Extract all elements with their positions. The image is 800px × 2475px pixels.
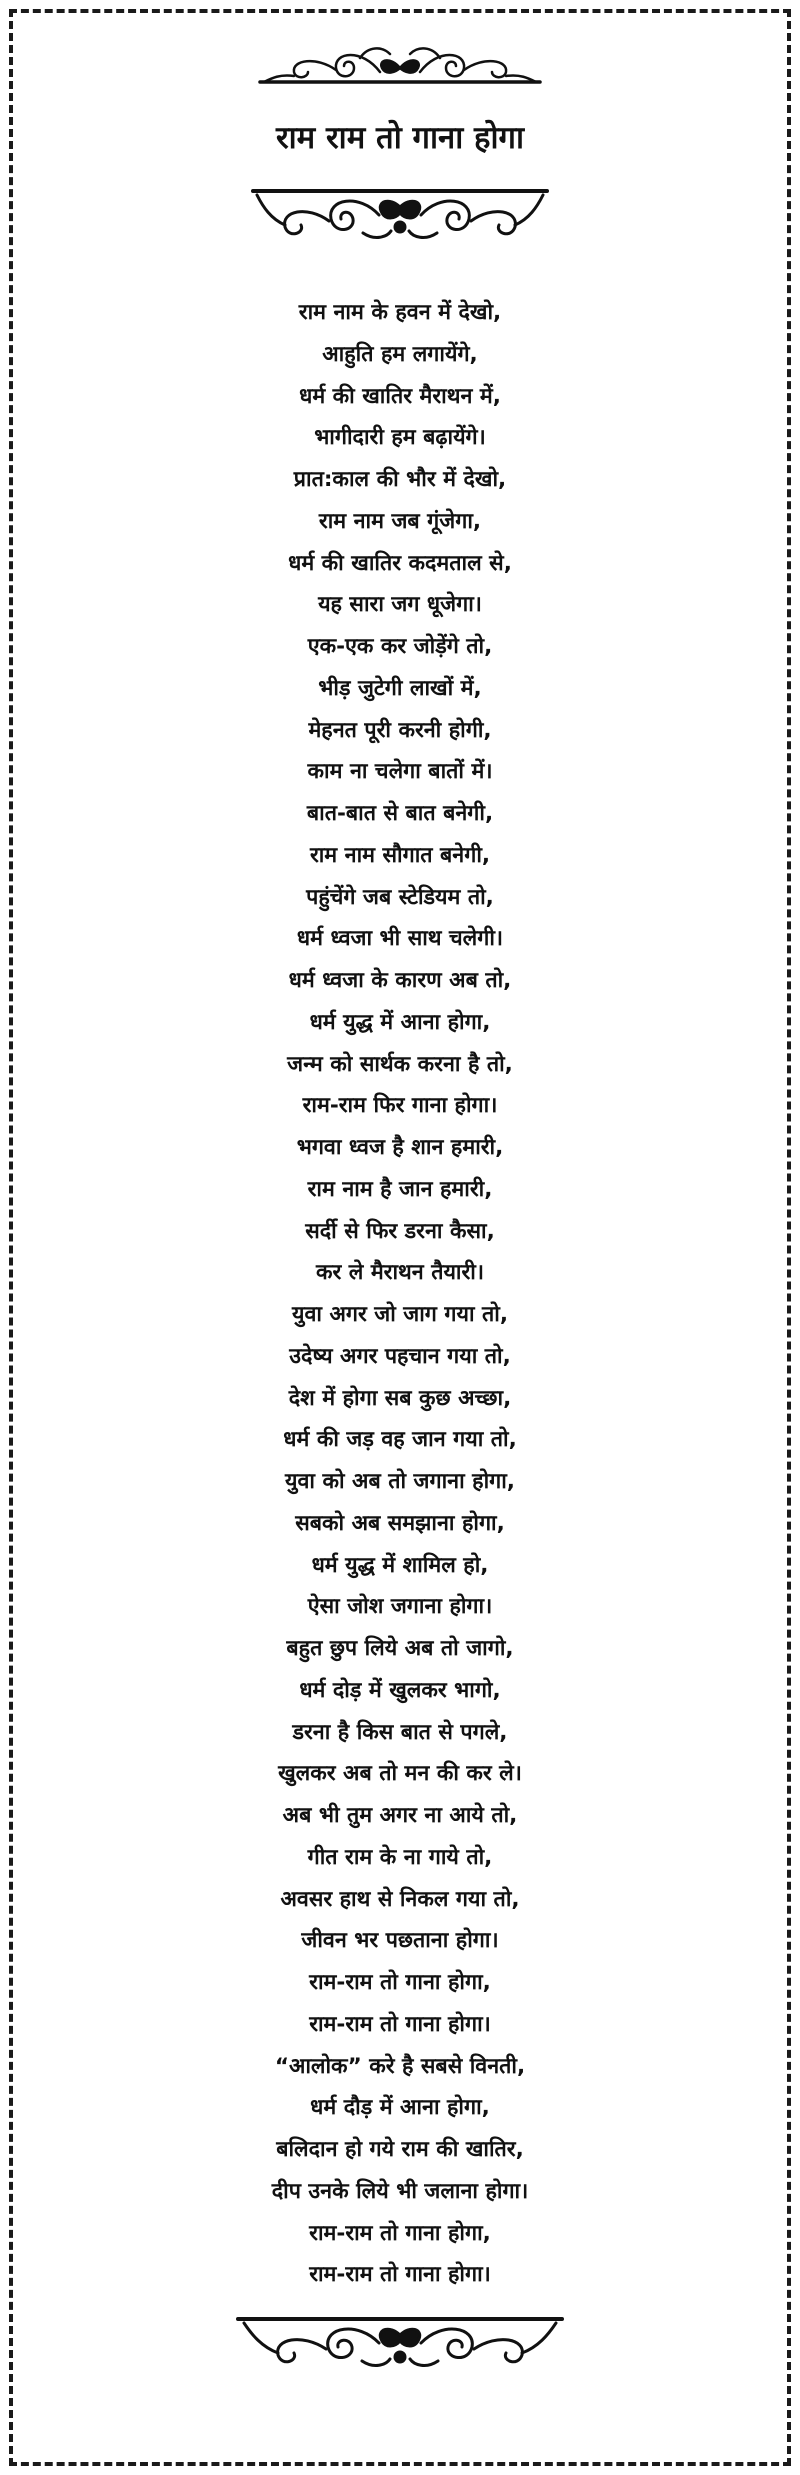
poem-line: धर्म दोड़ में खुलकर भागो,	[299, 1677, 501, 1703]
scroll-ornament-icon	[245, 185, 555, 245]
poem-line: जीवन भर पछताना होगा।	[301, 1928, 499, 1954]
poem-line: मेहनत पूरी करनी होगी,	[308, 717, 492, 743]
poem-line: राम-राम तो गाना होगा।	[309, 2262, 491, 2288]
poem-line: ऐसा जोश जगाना होगा।	[307, 1594, 493, 1620]
poem-line: सबको अब समझाना होगा,	[295, 1510, 505, 1536]
scroll-ornament-icon	[250, 38, 550, 88]
poem-line: राम-राम फिर गाना होगा।	[302, 1093, 498, 1119]
poem-line: धर्म दौड़ में आना होगा,	[310, 2095, 490, 2121]
poem-line: भीड़ जुटेगी लाखों में,	[318, 675, 482, 701]
page-title: राम राम तो गाना होगा	[275, 120, 525, 156]
poem-line: डरना है किस बात से पगले,	[292, 1719, 508, 1745]
poem-line: आहुति हम लगायेंगे,	[322, 341, 478, 367]
scroll-ornament-icon	[230, 2313, 570, 2373]
poem-line: राम नाम के हवन में देखो,	[298, 300, 502, 325]
poem-line: धर्म ध्वजा के कारण अब तो,	[288, 968, 512, 993]
poem-text	[0, 292, 800, 2296]
poem-line: अवसर हाथ से निकल गया तो,	[280, 1886, 520, 1912]
poem-line: धर्म की खातिर मैराथन में,	[299, 383, 501, 409]
poem-line: बहुत छुप लिये अब तो जागो,	[286, 1636, 514, 1661]
poem-line: राम नाम है जान हमारी,	[307, 1176, 493, 1202]
poem-line: भगवा ध्वज है शान हमारी,	[296, 1135, 504, 1160]
poem-line: उदेष्य अगर पहचान गया तो,	[289, 1343, 511, 1369]
poem-line: धर्म ध्वजा भी साथ चलेगी।	[296, 926, 504, 952]
poem-line: राम-राम तो गाना होगा।	[309, 2011, 491, 2037]
poem-line: कर ले मैराथन तैयारी।	[315, 1260, 485, 1286]
poem-line: देश में होगा सब कुछ अच्छा,	[288, 1385, 512, 1411]
poem-line: “आलोक” करे है सबसे विनती,	[274, 2053, 526, 2079]
poem-line: धर्म की जड़ वह जान गया तो,	[283, 1427, 517, 1453]
poem-line: बलिदान हो गये राम की खातिर,	[276, 2137, 524, 2162]
poem-line: बात-बात से बात बनेगी,	[306, 801, 494, 826]
poem-line: राम नाम सौगात बनेगी,	[309, 842, 491, 868]
poem-line: युवा अगर जो जाग गया तो,	[291, 1302, 509, 1327]
poem-line: धर्म युद्ध में आना होगा,	[309, 1009, 491, 1035]
poem-line: काम ना चलेगा बातों में।	[307, 759, 493, 785]
poem-line: दीप उनके लिये भी जलाना होगा।	[271, 2178, 529, 2204]
poem-line: प्रात:काल की भौर में देखो,	[293, 467, 507, 492]
poem-line: एक-एक कर जोड़ेंगे तो,	[307, 634, 493, 659]
poem-line: खुलकर अब तो मन की कर ले।	[278, 1761, 522, 1787]
poem-line: राम-राम तो गाना होगा,	[309, 2220, 491, 2246]
poem-line: अब भी तुम अगर ना आये तो,	[282, 1803, 518, 1828]
poem-line: सर्दी से फिर डरना कैसा,	[305, 1218, 495, 1244]
poem-line: पहुंचेंगे जब स्टेडियम तो,	[306, 884, 494, 910]
poem-line: भागीदारी हम बढ़ायेंगे।	[314, 425, 486, 451]
poem-line: गीत राम के ना गाये तो,	[307, 1844, 493, 1870]
poem-line: जन्म को सार्थक करना है तो,	[287, 1051, 513, 1077]
poem-line: धर्म की खातिर कदमताल से,	[288, 550, 512, 576]
poem-line: राम-राम तो गाना होगा,	[309, 1970, 491, 1995]
poem-line: यह सारा जग धूजेगा।	[318, 592, 482, 618]
poem-line: युवा को अब तो जगाना होगा,	[285, 1469, 515, 1494]
poem-line: राम नाम जब गूंजेगा,	[318, 508, 482, 534]
poem-line: धर्म युद्ध में शामिल हो,	[311, 1552, 489, 1578]
